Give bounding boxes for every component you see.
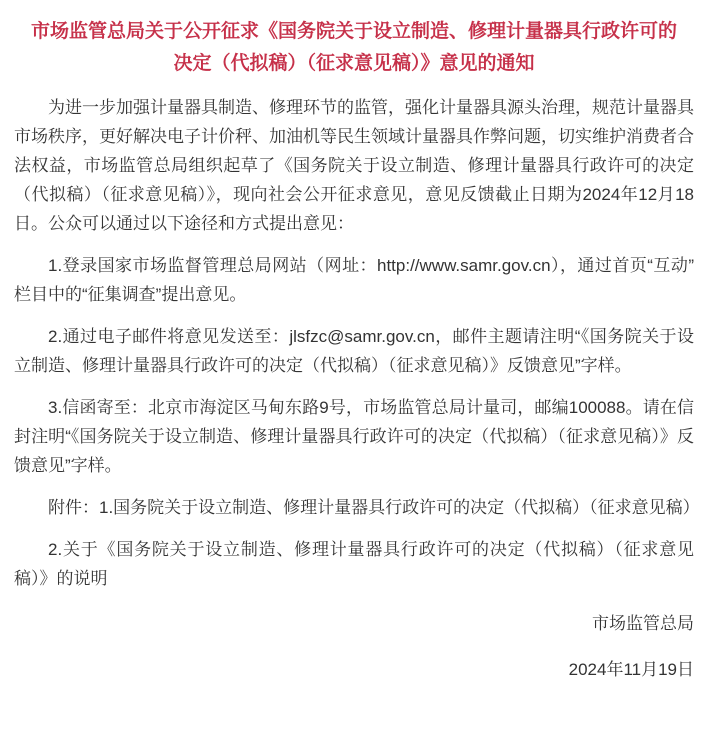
notice-body [14,93,700,684]
notice-paragraph-channel-website: 1.登录国家市场监督管理总局网站（网址：http://www.samr.gov.cn），通过首页“互动”栏目中的“征集调查”提出意见。 [14,256,694,304]
notice-paragraph-channel-mail: 3.信函寄至：北京市海淀区马甸东路9号，市场监管总局计量司，邮编100088。请在信封注明“《国务院关于设立制造、修理计量器具行政许可的决定（代拟稿）（征求意见稿）》反馈意见”字样。 [14,398,694,475]
notice-title: 市场监管总局关于公开征求《国务院关于设立制造、修理计量器具行政许可的决定（代拟稿）（征求意见稿）》意见的通知 [30,21,677,74]
notice-paragraph-channel-email: 2.通过电子邮件将意见发送至：jlsfzc@samr.gov.cn，邮件主题请注明“《国务院关于设立制造、修理计量器具行政许可的决定（代拟稿）（征求意见稿）》反馈意见”字样。 [14,327,694,375]
issuer-signature: 市场监管总局 [592,614,694,633]
notice-paragraph-attachment-2: 2.关于《国务院关于设立制造、修理计量器具行政许可的决定（代拟稿）（征求意见稿）》的说明 [14,540,694,588]
notice-paragraph-intro: 为进一步加强计量器具制造、修理环节的监管，强化计量器具源头治理，规范计量器具市场秩序，更好解决电子计价秤、加油机等民生领域计量器具作弊问题，切实维护消费者合法权益，市场监管总局组织起草了《国务院关于设立制造、修理计量器具行政许可的决定（代拟稿）（征求意见稿）》，现向社会公开征求意见，意见反馈截止日期为2024年12月18日。公众可以通过以下途径和方式提出意见： [14,98,694,233]
issue-date: 2024年11月19日 [568,660,694,679]
notice-paragraph-attachment-1: 附件：1.国务院关于设立制造、修理计量器具行政许可的决定（代拟稿）（征求意见稿） [48,498,700,517]
